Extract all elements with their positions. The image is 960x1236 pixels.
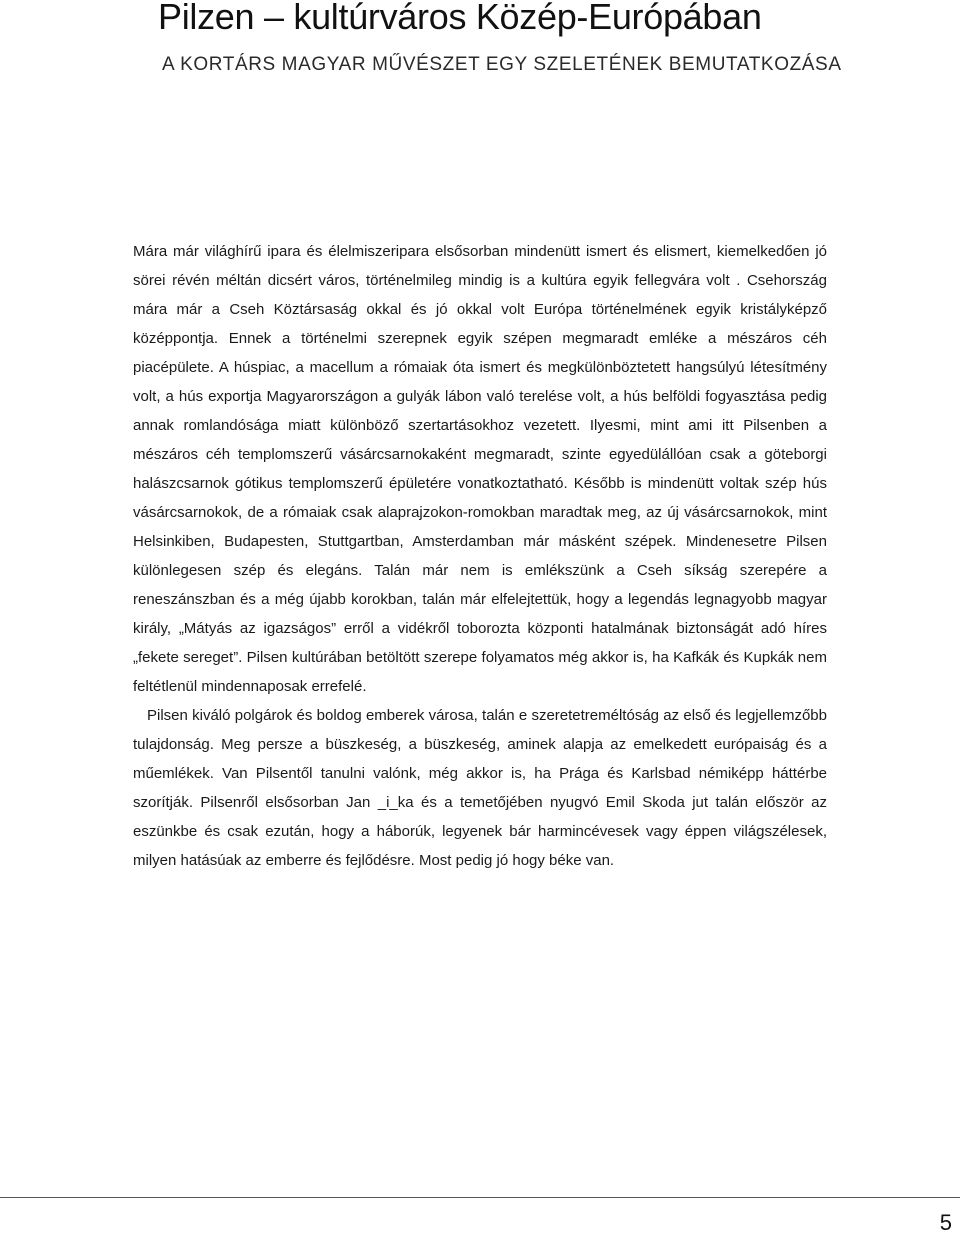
- paragraph-1: Mára már világhírű ipara és élelmiszeripara elsősorban mindenütt ismert és elismert, kiemelkedően jó sörei révén méltán dicsért város, történelmileg mindig is a kultúra egyik fellegvára volt . Csehország mára már a Cseh Köztársaság okkal és jó okkal volt Európa történelmének egyik kristályképző középpontja. Ennek a történelmi szerepnek egyik szépen megmaradt emléke a mészáros céh piacépülete. A húspiac, a macellum a rómaiak óta ismert és megkülönböztetett hangsúlyú létesítmény volt, a hús exportja Magyarországon a gulyák lábon való terelése volt, a hús belföldi fogyasztása pedig annak romlandósága miatt különböző szertartásokhoz vezetett. Ilyesmi, mint ami itt Pilsenben a mészáros céh templomszerű vásárcsarnokaként megmaradt, szinte egyedülállóan csak a göteborgi halászcsarnok gótikus templomszerű épületére vonatkoztatható. Később is mindenütt voltak szép hús vásárcsarnokok, de a rómaiak csak alaprajzokon-romokban maradtak meg, az új vásárcsarnokok, mint Helsinkiben, Budapesten, Stuttgartban, Amsterdamban már másként szépek. Mindenesetre Pilsen különlegesen szép és elegáns. Talán már nem is emlékszünk a Cseh síkság szerepére a reneszánszban és a még újabb korokban, talán már elfelejtettük, hogy a legendás legnagyobb magyar király, „Mátyás az igazságos” erről a vidékről toborozta központi hatalmának biztonságát adó híres „fekete sereget”. Pilsen kultúrában betöltött szerepe folyamatos még akkor is, ha Kafkák és Kupkák nem feltétlenül mindennaposak errefelé.: [133, 243, 827, 695]
- footer-divider: [0, 1197, 960, 1198]
- paragraph-2: Pilsen kiváló polgárok és boldog emberek városa, talán e szeretetreméltóság az első és legjellemzőbb tulajdonság. Meg persze a büszkeség, a büszkeség, aminek alapja az emelkedett európaiság és a műemlékek. Van Pilsentől tanulni valónk, még akkor is, ha Prága és Karlsbad némiképp háttérbe szorítják. Pilsenről elsősorban Jan _i_ka és a temetőjében nyugvó Emil Skoda jut talán először az eszünkbe és csak ezután, hogy a háborúk, legyenek bár harmincévesek vagy éppen világszélesek, milyen hatásúak az emberre és fejlődésre. Most pedig jó hogy béke van.: [133, 707, 827, 869]
- article-body: [133, 237, 827, 875]
- page-title: Pilzen – kultúrváros Közép-Európában: [158, 0, 762, 37]
- page-number: 5: [939, 1210, 952, 1235]
- page-subtitle: A KORTÁRS MAGYAR MŰVÉSZET EGY SZELETÉNEK BEMUTATKOZÁSA: [162, 54, 842, 75]
